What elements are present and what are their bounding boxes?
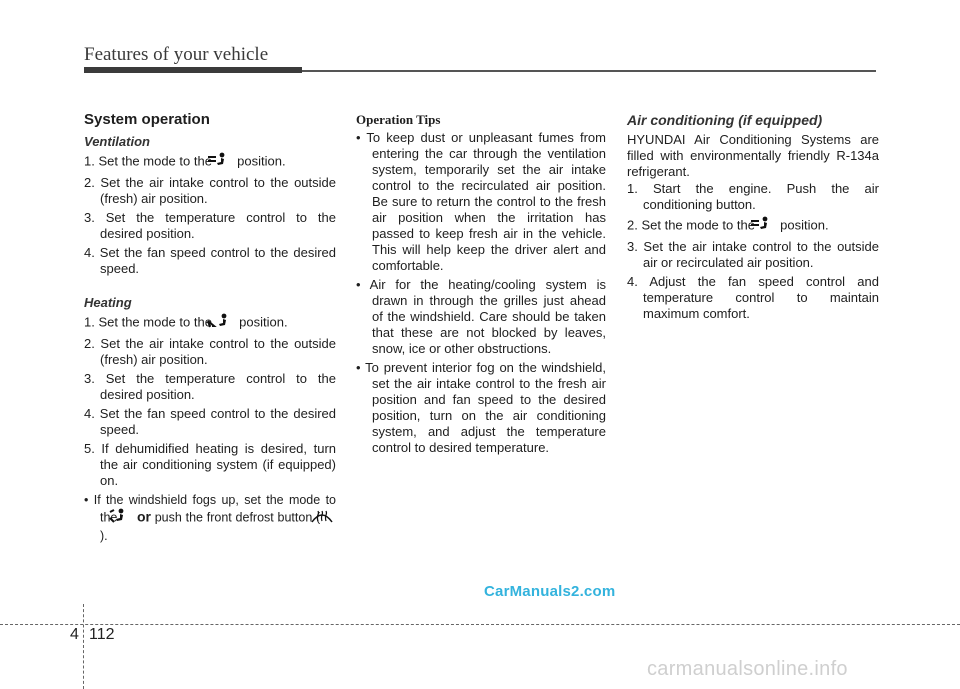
list-item: 5. If dehumidified heating is desired, turn the air conditioning system (if equipped) on. [84,441,336,488]
heading-air-conditioning: Air conditioning (if equipped) [627,112,823,128]
paragraph-intro: HYUNDAI Air Conditioning Systems are filled with environmentally friendly R-134a refrigerant. [627,132,879,179]
front-defrost-icon [326,508,334,528]
header-title: Features of your vehicle [84,44,269,65]
column-system-operation [84,108,336,547]
footer-url: carmanualsonline.info [647,658,848,680]
list-item: • To prevent interior fog on the windshield, set the air intake control to the fresh air position and fan speed to the desired position, turn on the air conditioning system, and adjust the temperature control to desired temperature. [356,360,606,455]
page-number: 112 [89,626,115,643]
list-item: 4. Adjust the fan speed control and temperature control to maintain maximum comfort. [627,274,879,321]
floor-vent-icon [222,313,230,333]
heading-ventilation: Ventilation [84,134,150,149]
watermark: CarManuals2.com [484,583,616,600]
list-item: 1. Set the mode to the position. [84,313,336,333]
column-air-conditioning [627,108,879,325]
list-item: 2. Set the mode to the position. [627,216,879,236]
page-chapter: 4 [70,626,79,643]
list-item: 1. Set the mode to the position. [84,152,336,172]
section-title-system-operation: System operation [84,111,210,128]
list-item: 3. Set the air intake control to the outside air or recirculated air position. [627,239,879,270]
list-item: • If the windshield fogs up, set the mode to the or push the front defrost button ( ). [84,493,336,543]
column-operation-tips [356,108,606,459]
header-bar [84,67,302,73]
footer-divider [83,604,84,689]
footer-rule [0,624,960,625]
heading-heating: Heating [84,295,132,310]
list-item: 2. Set the air intake control to the outside (fresh) air position. [84,175,336,206]
heading-operation-tips: Operation Tips [356,112,441,127]
list-item: 4. Set the fan speed control to the desired speed. [84,245,336,276]
list-item: • Air for the heating/cooling system is drawn in through the grilles just ahead of the windshield. Care should be taken that these are not blocked by leaves, snow, ice or other obstructions. [356,277,606,356]
list-item: 2. Set the air intake control to the outside (fresh) air position. [84,336,336,367]
face-vent-icon [222,152,228,172]
face-vent-icon [765,216,771,236]
list-item: 1. Start the engine. Push the air conditioning button. [627,181,879,212]
list-item: 3. Set the temperature control to the desired position. [84,371,336,402]
header-rule [302,70,876,72]
defrost-floor-icon [124,508,130,528]
list-item: • To keep dust or unpleasant fumes from entering the car through the ventilation system, temporarily set the air intake control to the recirculated air position. Be sure to return the control to the fresh air position when the irritation has passed to keep fresh air in the vehicle. This will help keep the driver alert and comfortable. [356,130,606,273]
list-item: 3. Set the temperature control to the desired position. [84,210,336,241]
list-item: 4. Set the fan speed control to the desired speed. [84,406,336,437]
